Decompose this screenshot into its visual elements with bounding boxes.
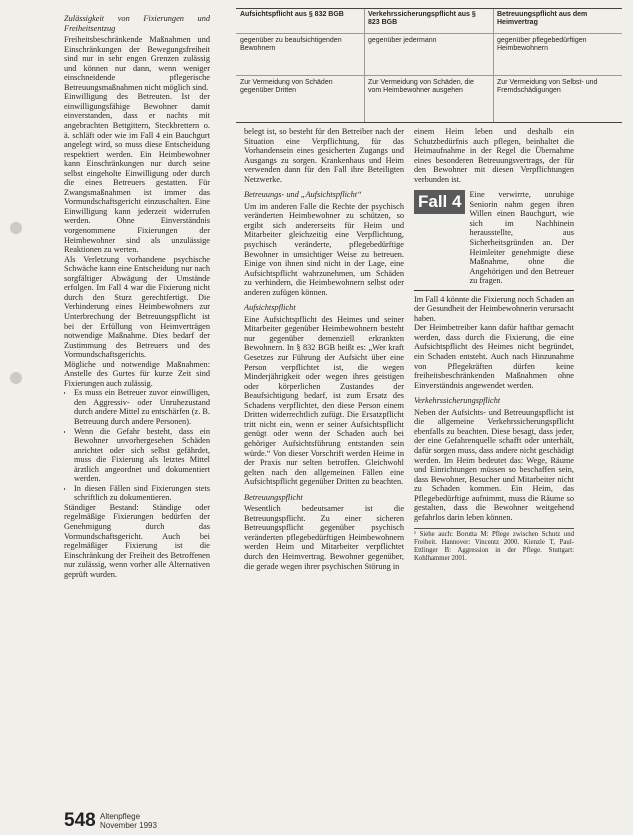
bullet-list: [64, 388, 210, 503]
divider: [414, 290, 574, 291]
footnote: ¹ Siehe auch: Borutta M: Pflege zwischen Schutz und Freiheit. Hannover: Vincentz 2000. Kienzle T, Paul-Ettlinger B: Aggression in der Pflege. Stuttgart: Kohlhammer 2001.: [414, 528, 574, 562]
paragraph: Um im anderen Falle die Rechte der psychisch veränderten Heimbewohner zu schützen, so ergibt sich andererseits für Heim und Mitarbeiter gleichzeitig eine Verpflichtung, psychisch veränderte, pflegebedürftige Bewohner in umsichtiger Weise zu betreuen. Einige von ihnen sind nicht in der Lage, eine Aufsichtspflicht wahrzunehmen, um Schäden zu verhindern, die Heimbewohnern selbst oder anderen zufügen können.: [244, 201, 404, 297]
paragraph: Freiheitsbeschränkende Maßnahmen und Einschränkungen der Bewegungsfreiheit sind nur in sehr engen Grenzen zulässig und können nur dann, wenn weniger einschneidende pflegerische Betreuungsmaßnahmen nicht möglich sind.: [64, 35, 210, 92]
table-cell: gegenüber zu beaufsichtigenden Bewohnern: [240, 37, 342, 52]
punch-hole: [10, 222, 22, 234]
section-heading: Betreuungs- und „Aufsichtspflicht“: [244, 190, 362, 200]
table-cell: gegenüber jedermann: [368, 37, 437, 44]
table-divider: [364, 9, 365, 122]
text-column-1: [64, 8, 210, 814]
table-divider: [493, 9, 494, 122]
table-header: Verkehrssicherungspflicht aus § 823 BGB: [368, 11, 476, 26]
case-box: [414, 190, 574, 285]
journal-footer: [100, 812, 157, 830]
section-heading: Zulässigkeit von Fixierungen und Freiheitsentzug: [64, 14, 210, 33]
section-heading: Verkehrssicherungspflicht: [414, 396, 501, 406]
table-cell: Zur Vermeidung von Schäden gegenüber Dritten: [240, 79, 333, 94]
list-item: • In diesen Fällen sind Fixierungen stets schriftlich zu dokumentieren.: [74, 484, 210, 503]
paragraph: Als Verletzung vorhandene psychische Schwäche kann eine Entscheidung nur nach sorgfältiger Abwägung der Umstände erfolgen. Im Fall 4 war die Fixierung nicht durch den Sturz gerechtfertigt. Die Verhinderung eines Heimbewohners zur Unterbrechung der Betreuungspflicht ist bei der Erfüllung von Heimverträgen notwendige Maßnahme. Dies bedarf der Zustimmung des Betreuers und des Vormundschaftsgerichts.: [64, 254, 210, 360]
punch-hole: [10, 372, 22, 384]
table-divider: [236, 33, 622, 34]
table-header: Aufsichtspflicht aus § 832 BGB: [240, 11, 344, 18]
list-item: • Wenn die Gefahr besteht, dass ein Bewohner unvorhergesehen Schäden anrichtet oder sich selbst gefährdet, muss die Fixierung als letztes Mittel ärztlich angeordnet und dokumentiert werden.: [74, 427, 210, 484]
table-cell: Zur Vermeidung von Selbst- und Fremdschädigungen: [497, 79, 598, 94]
table-divider: [236, 75, 622, 76]
journal-name: Altenpflege: [100, 812, 141, 821]
paragraph: Der Heimbetreiber kann dafür haftbar gemacht werden, dass durch die Fixierung, die eine Aufsichtspflicht des Heimes nicht begründet, ein Schaden entsteht. Auch nach Hinzunahme von Pflegekräften dürfen keine freiheitsbeschränkenden Maßnahmen ohne Einverständnis angewendet werden.: [414, 323, 574, 390]
text-column-3: [414, 127, 574, 817]
case-label: Fall 4: [414, 190, 465, 214]
case-text: Eine verwirrte, unruhige Seniorin nahm gegen ihren Willen einen Bauchgurt, wie sich im Nachhinein herausstellte, aus Sicherheitsgründen an. Der Heimleiter genehmigte diese Maßnahme, ohne die Angehörigen und den Betreuer zu fragen.: [469, 190, 574, 286]
paragraph: Eine Aufsichtspflicht des Heimes und seiner Mitarbeiter gegenüber Heimbewohnern besteht nur gegenüber demenziell erkrankten Bewohnern. In § 832 BGB heißt es: „Wer kraft Gesetzes zur Führung der Aufsicht über eine Person verpflichtet ist, die wegen Minderjährigkeit oder wegen ihres geistigen oder körperlichen Zustandes der Beaufsichtigung bedarf, ist zum Ersatz des Schadens verpflichtet, den diese Person einem Dritten widerrechtlich zufügt. Die Ersatzpflicht tritt nicht ein, wenn er seiner Aufsichtspflicht genügt oder wenn der Schaden auch bei gehöriger Aufsichtsführung entstanden sein würde.“ Von dieser Vorschrift werden Heime in der Praxis nur selten betroffen. Gleichwohl gelten nach den allgemeinen Fällen eine Aufsichtspflicht gegenüber Dritten zu beachten.: [244, 314, 404, 487]
issue-date: November 1993: [100, 821, 157, 830]
paragraph: Wesentlich bedeutsamer ist die Betreuungspflicht. Zu einer sicheren Betreuungspflicht gegenüber psychisch veränderten pflegebedürftigen Heimbewohnern werden Heim und Mitarbeiter verpflichtet durch den Heimvertrag. Bewohner gegenüber, die gerade wegen ihrer psychischen Störung in: [244, 504, 404, 571]
paragraph: einem Heim leben und deshalb ein Schutzbedürfnis auch pflegen, beinhaltet die Heimaufnahme in der Regel die Übernahme eines besonderen Betreuungsvertrags, der für den Bewohner mit diesen Verpflichtungen verbunden ist.: [414, 127, 574, 184]
table-cell: gegenüber pflegebedürftigen Heimbewohnern: [497, 37, 587, 52]
paragraph: Neben der Aufsichts- und Betreuungspflicht ist die allgemeine Verkehrssicherungspflicht ebenfalls zu beachten. Diese besagt, dass jeder, der eine Gefahrenquelle schafft oder unterhält, dafür sorgen muss, dass andere nicht geschädigt werden. Im Heim bedeutet das: Wege, Räume und Einrichtungen müssen so beschaffen sein, dass Bewohner, Besucher und Mitarbeiter nicht zu Schaden kommen. Ein Heim, das Pflegebedürftige aufnimmt, muss die Räume so gestalten, dass die Bewohner weitgehend gefahrlos darin leben können.: [414, 407, 574, 522]
comparison-table: [236, 8, 622, 123]
table-cell: Zur Vermeidung von Schäden, die vom Heimbewohner ausgehen: [368, 79, 474, 94]
list-item: • Es muss ein Betreuer zuvor einwilligen, den Aggressiv- oder Unruhezustand durch andere Mittel zu entschärfen (z. B. Betreuung durch andere Personen).: [74, 388, 210, 426]
paragraph: Mögliche und notwendige Maßnahmen: Anstelle des Gurtes für kurze Zeit sind Fixierungen auch zulässig.: [64, 359, 210, 388]
section-heading: Betreuungspflicht: [244, 492, 303, 502]
table-header: Betreuungspflicht aus dem Heimvertrag: [497, 11, 588, 26]
page-number: 548: [64, 810, 96, 831]
paragraph: Im Fall 4 könnte die Fixierung noch Schaden an der Gesundheit der Heimbewohnerin verursacht haben.: [414, 294, 574, 323]
section-heading: Aufsichtspflicht: [244, 303, 296, 313]
paragraph: belegt ist, so besteht für den Betreiber nach der Situation eine Verpflichtung, für das Vorhandensein eines gesicherten Zugangs und Ausgangs zu sorgen. Krankenhaus und Heim verwenden dann für den Fall ihre Beteiligten Netzwerke.: [244, 127, 404, 184]
text-column-2: [244, 127, 404, 817]
paragraph: Ständiger Bestand: Ständige oder regelmäßige Fixierungen bedürfen der Genehmigung durch das Vormundschaftsgericht. Auch bei regelmäßiger Fixierung ist die Einschränkung der Freiheit des Betroffenen nur zulässig, wenn vorher alle Alternativen geprüft wurden.: [64, 502, 210, 579]
paragraph: Einwilligung des Betreuten. Ist der einwilligungsfähige Bewohner damit einverstanden, dass er nachts mit angebrachten Bettgittern, Steckbrettern o. ä. schläft oder wie im Fall 4 ein Bauchgurt angelegt wird, so muss diese Entscheidung respektiert werden. Ein Heimbewohner kann Einschränkungen nur durch seine selbst eingeholte Einwilligung oder durch die eines Betreuers gestatten. Für Zwangsmaßnahmen ist immer das Vormundschaftsgericht einzuschalten. Eine Einwilligung kann jederzeit widerrufen werden. Ohne Einverständnis vorgenommene Fixierungen der Heimbewohner sind als unzulässige Reaktionen zu werten.: [64, 92, 210, 255]
